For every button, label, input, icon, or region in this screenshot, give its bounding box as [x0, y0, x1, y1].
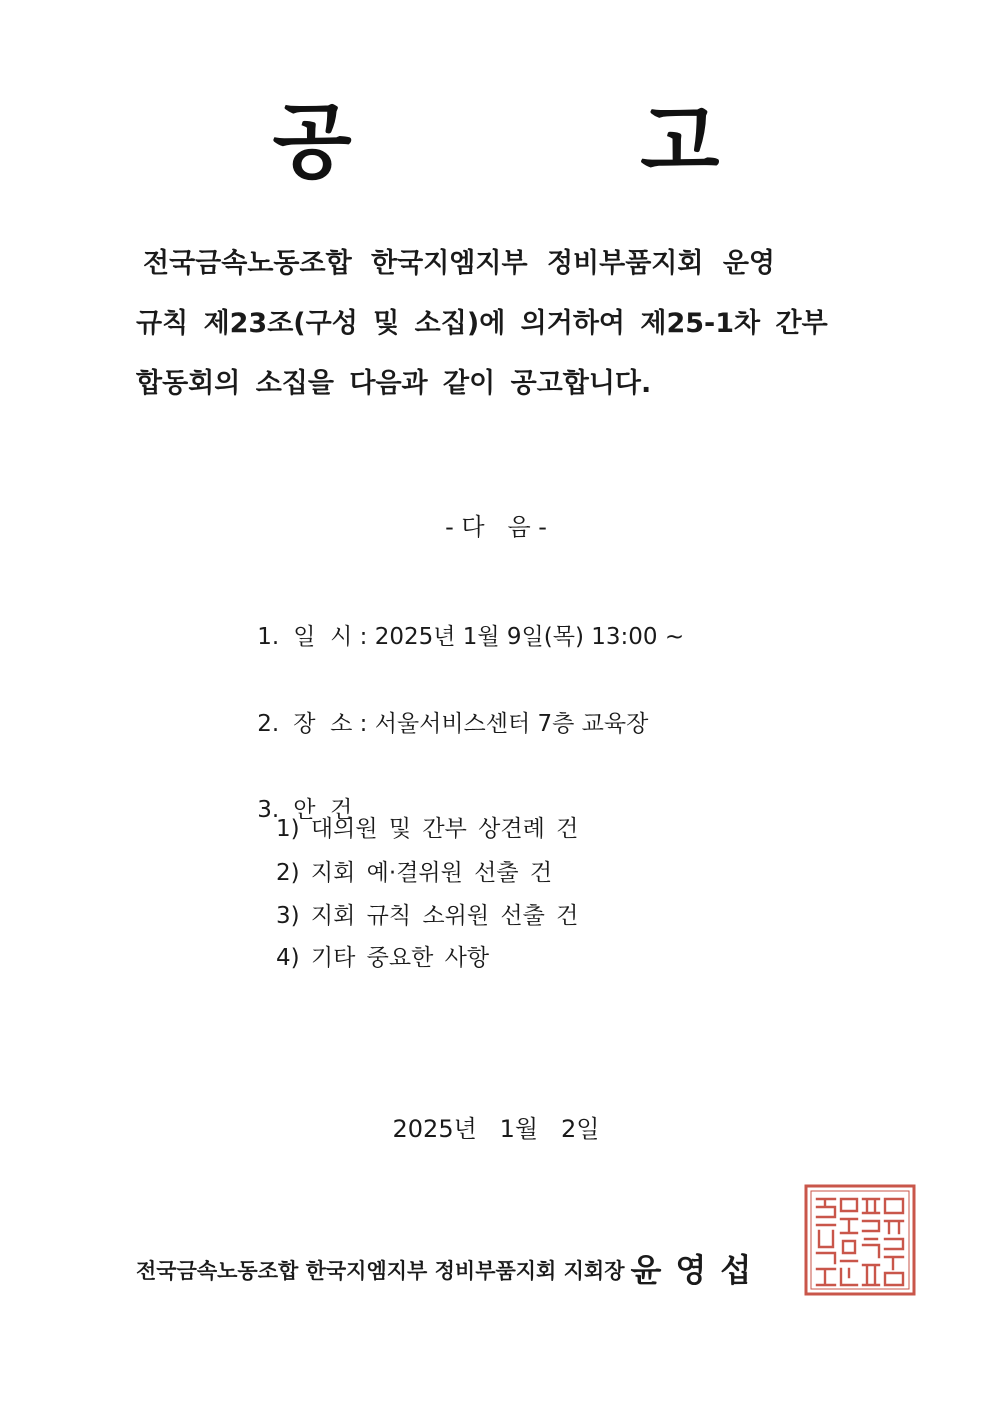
signature-line	[136, 1251, 766, 1289]
agenda-item: 4) 기타 중요한 사항	[276, 945, 490, 971]
section-heading: - 다 음 -	[445, 513, 547, 541]
item-datetime	[228, 603, 684, 672]
item-location	[228, 690, 648, 759]
notice-title: 공 고	[272, 95, 850, 190]
item-number: 1.	[257, 624, 280, 650]
agenda-item: 2) 지회 예·결위원 선출 건	[276, 860, 553, 886]
signature-name: 윤영섭	[630, 1251, 766, 1289]
item-value: 2025년 1월 9일(목) 13:00 ~	[374, 624, 685, 650]
agenda-item: 3) 지회 규칙 소위원 선출 건	[276, 903, 579, 929]
item-number: 3.	[257, 797, 280, 823]
official-seal-stamp	[803, 1183, 917, 1297]
issue-date: 2025년 1월 2일	[392, 1115, 600, 1143]
intro-line-1: 전국금속노동조합 한국지엠지부 정비부품지회 운영	[143, 248, 776, 279]
item-value: 서울서비스센터 7층 교육장	[374, 711, 649, 737]
intro-line-3: 합동회의 소집을 다음과 같이 공고합니다.	[136, 368, 652, 399]
intro-line-2: 규칙 제23조(구성 및 소집)에 의거하여 제25-1차 간부	[136, 308, 828, 339]
agenda-item: 1) 대의원 및 간부 상견례 건	[276, 816, 579, 842]
item-label: 일 시 :	[293, 624, 368, 650]
signature-org: 전국금속노동조합 한국지엠지부 정비부품지회 지회장	[136, 1259, 625, 1283]
item-label: 안 건	[293, 797, 353, 823]
item-number: 2.	[257, 711, 280, 737]
item-label: 장 소 :	[293, 711, 368, 737]
